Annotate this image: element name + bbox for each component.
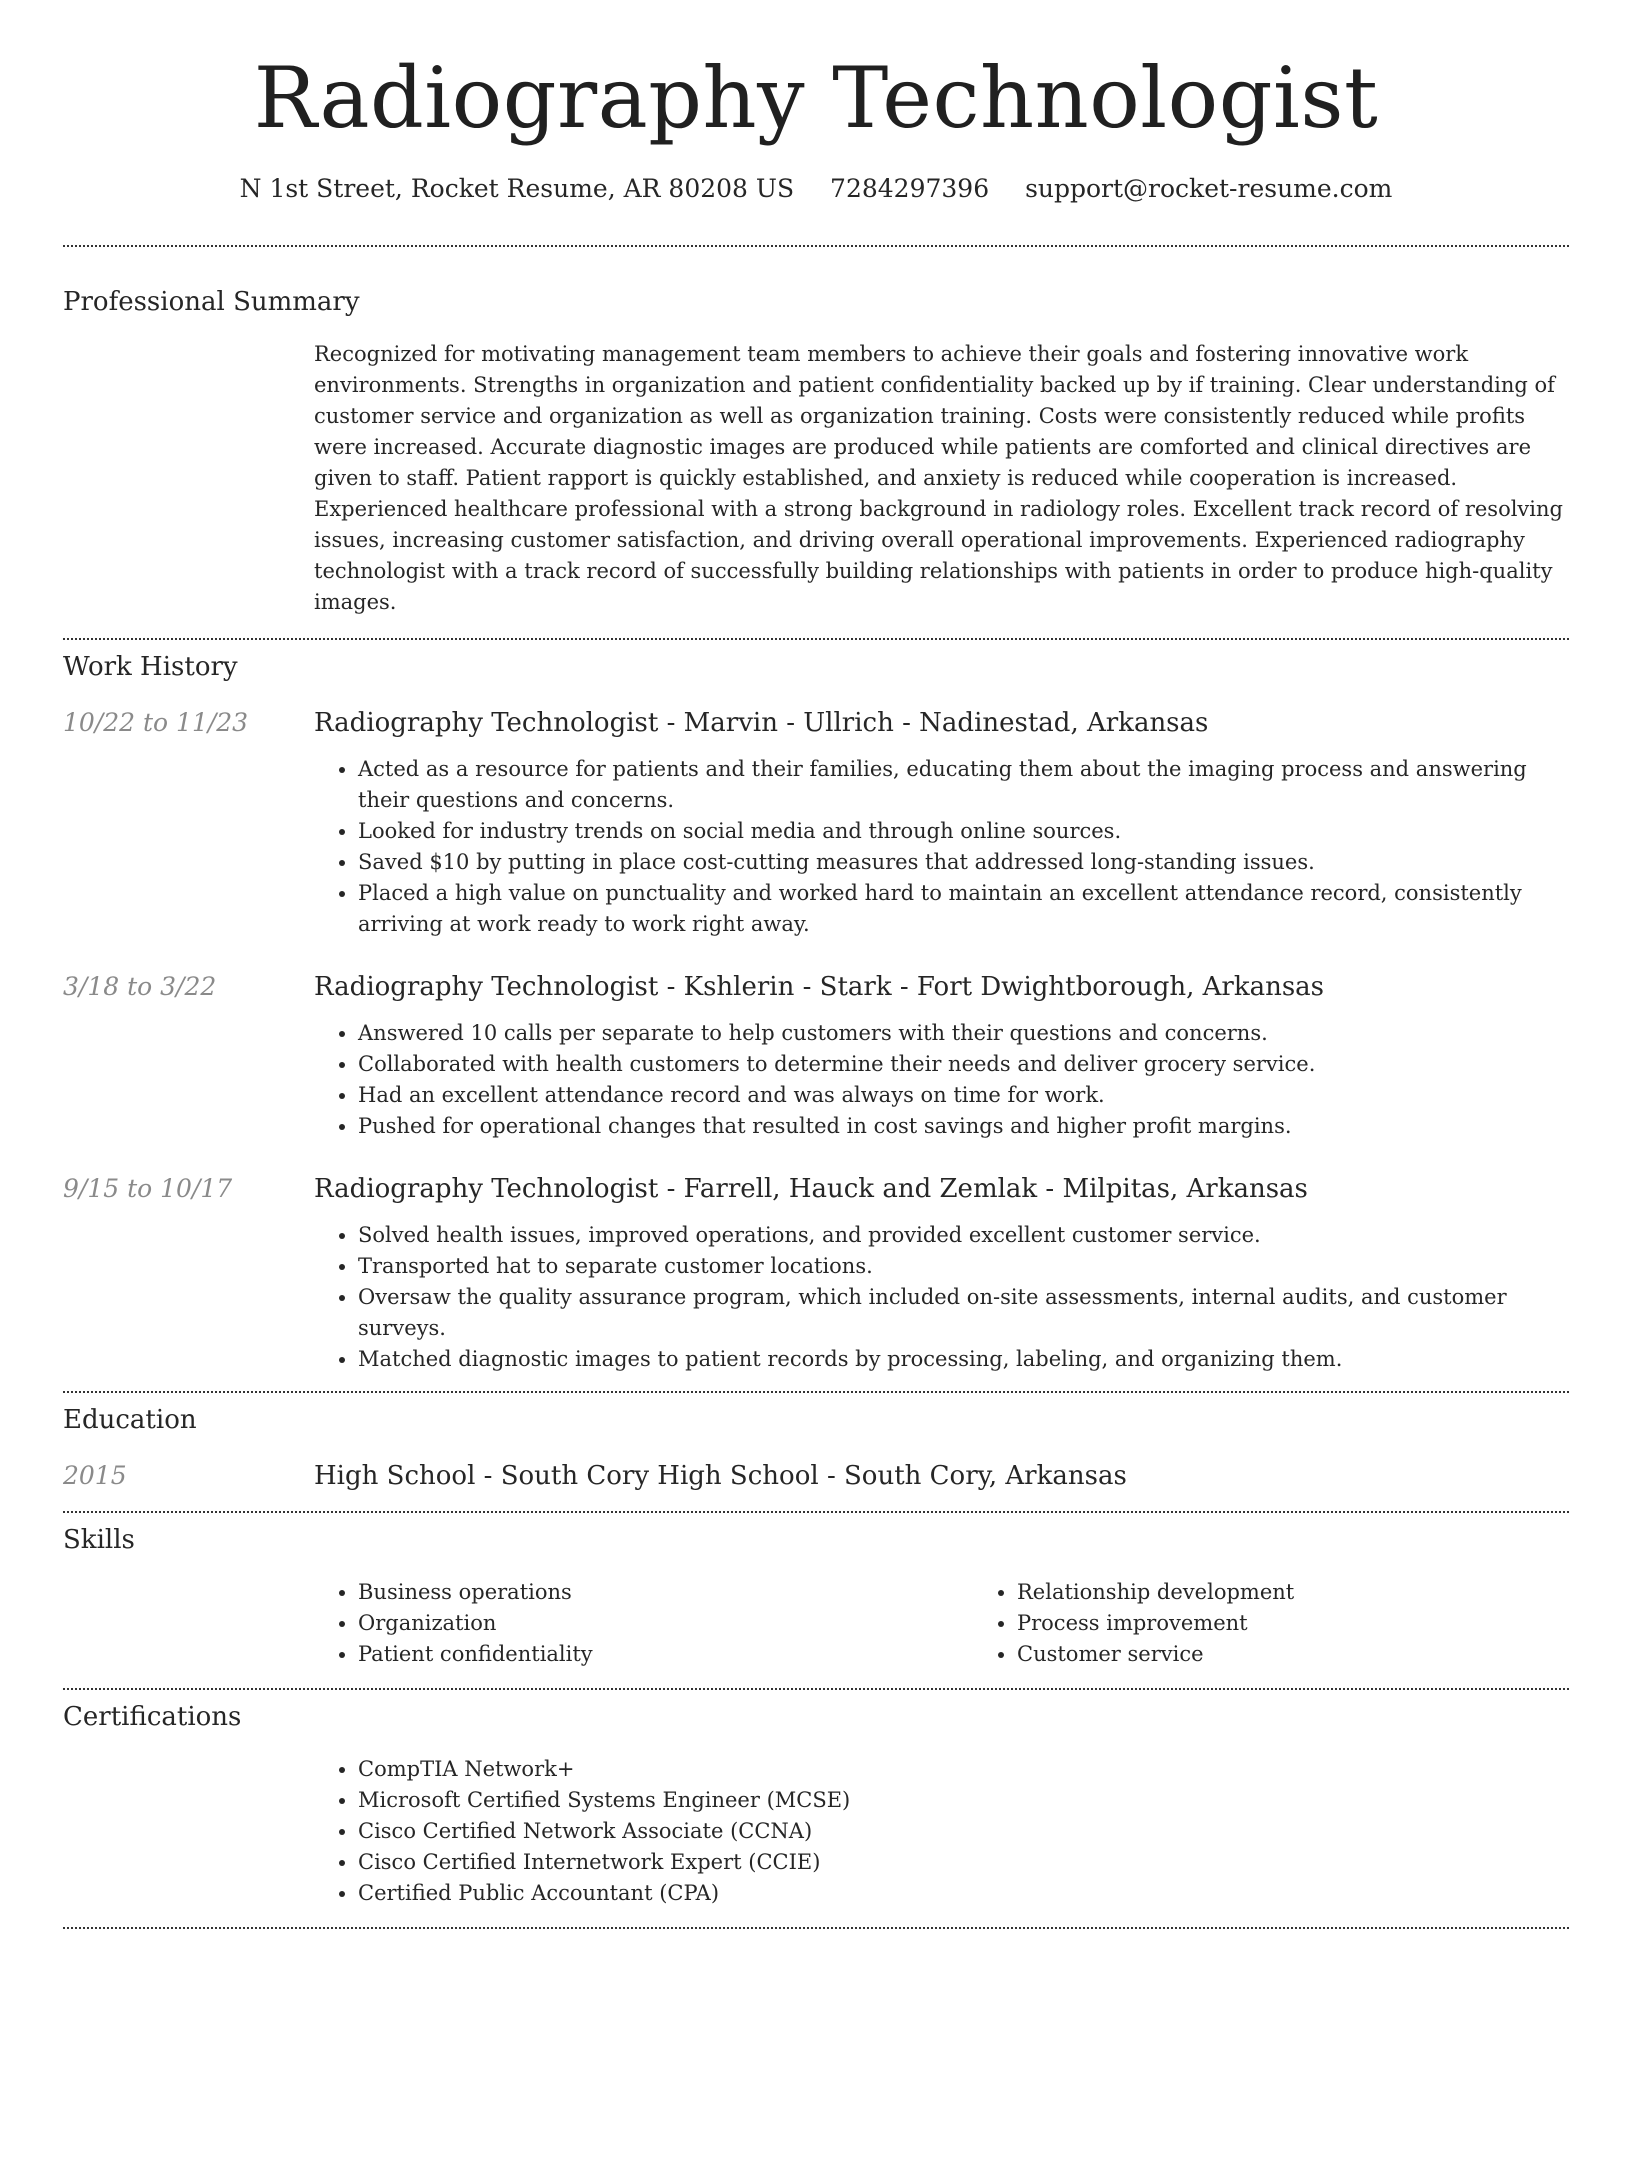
job-dates: 3/18 to 3/22 [63, 972, 217, 1001]
divider [63, 245, 1569, 247]
job-heading: Radiography Technologist - Marvin - Ullrich - Nadinestad, Arkansas [314, 708, 1209, 738]
summary-row [63, 339, 1569, 618]
skills-row [63, 1577, 1569, 1670]
job-bullets [314, 1018, 1569, 1142]
certification-item: • Certified Public Accountant (CPA) [358, 1878, 1569, 1909]
resume-page [0, 50, 1632, 2162]
list-item: • Looked for industry trends on social media and through online sources. [358, 816, 1569, 847]
divider [63, 1688, 1569, 1690]
divider [63, 638, 1569, 640]
certification-item: • Cisco Certified Network Associate (CCNA) [358, 1816, 1569, 1847]
contact-address: N 1st Street, Rocket Resume, AR 80208 US [239, 174, 795, 203]
list-item: • Had an excellent attendance record and was always on time for work. [358, 1080, 1569, 1111]
list-item: • Saved $10 by putting in place cost-cutting measures that addressed long-standing issues. [358, 847, 1569, 878]
section-title-summary: Professional Summary [63, 287, 360, 317]
job-dates: 9/15 to 10/17 [63, 1174, 233, 1203]
list-item: • Answered 10 calls per separate to help customers with their questions and concerns. [358, 1018, 1569, 1049]
section-title-skills: Skills [63, 1525, 135, 1555]
divider [63, 1391, 1569, 1393]
certifications-list [314, 1754, 1569, 1909]
skills-list-right [973, 1577, 1632, 1670]
job-entry [63, 706, 1569, 940]
list-item: • Transported hat to separate customer locations. [358, 1251, 1569, 1282]
job-dates: 10/22 to 11/23 [63, 708, 249, 737]
list-item: • Placed a high value on punctuality and worked hard to maintain an excellent attendance record, consistently arriving at work ready to work right away. [358, 878, 1569, 940]
certifications-row [63, 1754, 1569, 1909]
summary-text: Recognized for motivating management team members to achieve their goals and fostering innovative work environments. Strengths in organization and patient confidentiality backed up by if training. Clear understanding of customer service and organization as well as organization training. Costs were consistently reduced while profits were increased. Accurate diagnostic images are produced while patients are comforted and clinical directives are given to staff. Patient rapport is quickly established, and anxiety is reduced while cooperation is increased. Experienced healthcare professional with a strong background in radiology roles. Excellent track record of resolving issues, increasing customer satisfaction, and driving overall operational improvements. Experienced radiography technologist with a track record of successfully building relationships with patients in order to produce high-quality images. [314, 342, 1563, 614]
job-bullets [314, 1220, 1569, 1375]
skill-item: • Process improvement [1017, 1608, 1632, 1639]
certification-item: • Microsoft Certified Systems Engineer (MCSE) [358, 1785, 1569, 1816]
skill-item: • Patient confidentiality [358, 1639, 973, 1670]
section-title-work-history: Work History [63, 652, 238, 682]
skill-item: • Relationship development [1017, 1577, 1632, 1608]
job-entry [63, 970, 1569, 1142]
certification-item: • CompTIA Network+ [358, 1754, 1569, 1785]
list-item: • Pushed for operational changes that resulted in cost savings and higher profit margins. [358, 1111, 1569, 1142]
skill-item: • Business operations [358, 1577, 973, 1608]
job-entry [63, 1172, 1569, 1375]
divider [63, 1511, 1569, 1513]
list-item: • Acted as a resource for patients and their families, educating them about the imaging process and answering their questions and concerns. [358, 754, 1569, 816]
candidate-name: Radiography Technologist [253, 49, 1379, 147]
skills-list-left [314, 1577, 973, 1670]
contact-email: support@rocket-resume.com [1025, 174, 1393, 203]
job-heading: Radiography Technologist - Kshlerin - Stark - Fort Dwightborough, Arkansas [314, 972, 1325, 1002]
list-item: • Solved health issues, improved operations, and provided excellent customer service. [358, 1220, 1569, 1251]
contact-phone: 7284297396 [830, 174, 990, 203]
divider [63, 1927, 1569, 1929]
education-heading: High School - South Cory High School - South Cory, Arkansas [314, 1461, 1127, 1491]
list-item: • Oversaw the quality assurance program, which included on-site assessments, internal audits, and customer surveys. [358, 1282, 1569, 1344]
education-entry [63, 1459, 1569, 1493]
list-item: • Collaborated with health customers to determine their needs and deliver grocery service. [358, 1049, 1569, 1080]
skill-item: • Organization [358, 1608, 973, 1639]
job-bullets [314, 754, 1569, 940]
job-heading: Radiography Technologist - Farrell, Hauck and Zemlak - Milpitas, Arkansas [314, 1174, 1308, 1204]
education-year: 2015 [63, 1461, 127, 1490]
contact-line [63, 172, 1569, 206]
skill-item: • Customer service [1017, 1639, 1632, 1670]
section-title-education: Education [63, 1405, 197, 1435]
certification-item: • Cisco Certified Internetwork Expert (CCIE) [358, 1847, 1569, 1878]
section-title-certifications: Certifications [63, 1702, 242, 1732]
list-item: • Matched diagnostic images to patient records by processing, labeling, and organizing them. [358, 1344, 1569, 1375]
